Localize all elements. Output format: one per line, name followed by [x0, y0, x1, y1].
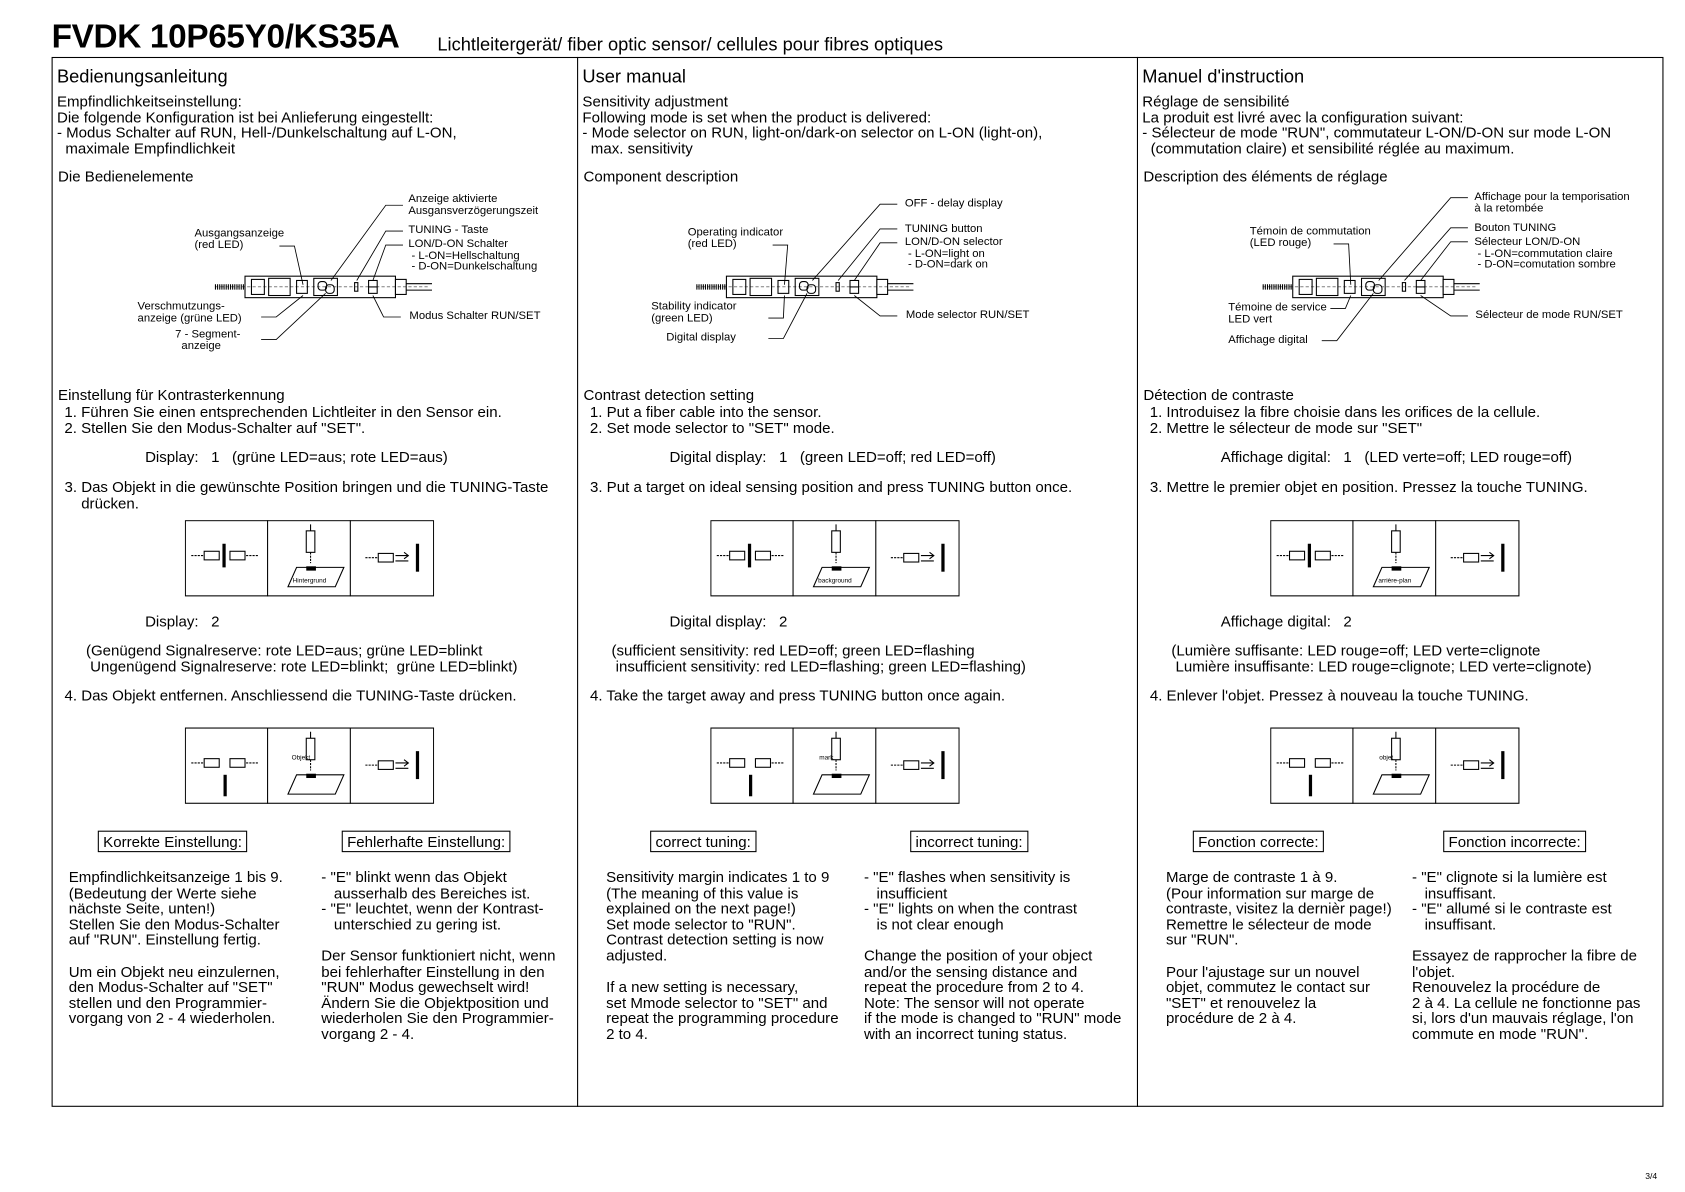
lon-don-selector-label: LON/D-ON selector - L-ON=light on - D-ON=dark on	[904, 235, 1003, 271]
display-2-text: Digital display: 2	[669, 612, 788, 630]
leader-line	[812, 204, 897, 280]
mode-selector-label: Modus Schalter RUN/SET	[409, 309, 541, 323]
mode-selector-label: Sélecteur de mode RUN/SET	[1475, 308, 1623, 322]
leader-line	[768, 293, 807, 338]
contrast-title: Contrast detection setting	[583, 385, 755, 403]
leader-line	[838, 229, 897, 281]
plate-icon	[1308, 544, 1311, 568]
lon-don-selector-label: LON/D-ON Schalter - L-ON=Hellschaltung - D-ON=Dunkelschaltung	[408, 237, 538, 273]
figure-label: Objekt	[291, 754, 311, 762]
figure-label: mark	[819, 754, 834, 762]
tuning-button-label: TUNING - Taste	[408, 223, 489, 237]
manual-heading: User manual	[582, 66, 686, 88]
steps-1-2: 1. Führen Sie einen entsprechenden Lichtleiter in den Sensor ein. 2. Stellen Sie den Modus-Schalter auf "SET".	[64, 402, 502, 436]
tuning-button-label: Bouton TUNING	[1474, 221, 1557, 235]
page-number: 3/4	[1645, 1171, 1658, 1181]
plate-icon	[1501, 751, 1504, 779]
column-german	[52, 57, 577, 1107]
leader-line	[854, 296, 897, 316]
reserve-text: (Genügend Signalreserve: rote LED=aus; grüne LED=blinkt Ungenügend Signalreserve: rote LED=blinkt; grüne LED=blinkt)	[85, 641, 518, 675]
plate-icon	[941, 544, 944, 572]
correct-setting-text: Marge de contraste 1 à 9. (Pour information sur marge de contraste, visitez la dernièr page!) Remettre le sélecteur de mode sur "RUN". Pour l'ajustage sur un nouvel objet, commutez le contact sur "SET" et renouvelez la procédure de 2 à 4.	[1165, 868, 1392, 1027]
manual-heading: Bedienungsanleitung	[56, 66, 228, 88]
component-title: Description des éléments de réglage	[1143, 167, 1388, 185]
leader-line	[768, 296, 784, 319]
display-1-text: Digital display: 1 (green LED=off; red LED=off)	[669, 448, 996, 466]
correct-setting-label: Korrekte Einstellung:	[98, 831, 248, 852]
plate-icon	[222, 544, 225, 568]
correct-setting-label: correct tuning:	[650, 831, 756, 852]
sensitivity-text: Empfindlichkeitseinstellung: Die folgende Konfiguration ist bei Anlieferung eingestellt: - Modus Schalter auf RUN, Hell-/Dunkelschaltung auf L-ON, maximale Empfindlichkeit	[56, 92, 457, 157]
component-title: Component description	[583, 167, 739, 185]
plate-icon	[748, 544, 751, 568]
sensor-icon	[215, 276, 432, 297]
plate-icon	[1501, 544, 1504, 572]
lon-don-selector-label: Sélecteur LON/D-ON - L-ON=commutation claire - D-ON=comutation sombre	[1474, 235, 1616, 271]
incorrect-setting-label: Fehlerhafte Einstellung:	[342, 831, 511, 852]
plate-icon	[416, 751, 419, 779]
leader-line	[357, 231, 403, 280]
column-french	[1137, 57, 1664, 1107]
teach-background-figure	[185, 520, 434, 597]
leader-line	[1322, 293, 1374, 340]
product-title: FVDK 10P65Y0/KS35A	[51, 17, 400, 55]
figure-label: background	[818, 577, 852, 585]
figure-label: objet	[1379, 754, 1394, 762]
steps-1-2: 1. Introduisez la fibre choisie dans les orifices de la cellule. 2. Mettre le sélecteur de mode sur "SET"	[1149, 402, 1541, 436]
stability-indicator-label: Témoine de service LED vert	[1228, 300, 1327, 326]
correct-setting-text: Sensitivity margin indicates 1 to 9 (The meaning of this value is explained on the next page!) Set mode selector to "RUN". Contrast detection setting is now adjusted. If a new setting is necessary, set Mmode selector to "SET" and repeat the programming procedure 2 to 4.	[606, 868, 839, 1043]
contrast-title: Détection de contraste	[1143, 385, 1294, 403]
leader-line	[1405, 228, 1468, 281]
plate-icon	[224, 775, 227, 796]
step-4-text: 4. Enlever l'objet. Pressez à nouveau la touche TUNING.	[1149, 686, 1529, 704]
leader-line	[373, 245, 403, 280]
leader-line	[261, 296, 303, 317]
sensitivity-text: Sensitivity adjustment Following mode is set when the product is delivered: - Mode selector on RUN, light-on/dark-on selector on L-ON (light-on), max. sensitivity	[582, 92, 1043, 157]
step-3-text: 3. Put a target on ideal sensing position and press TUNING button once.	[589, 478, 1073, 496]
leader-line	[1379, 198, 1468, 281]
column-english	[577, 57, 1137, 1107]
teach-object-figure	[1270, 728, 1519, 805]
figure-label: Hintergrund	[292, 577, 327, 585]
leader-line	[331, 205, 403, 280]
step-3-text: 3. Mettre le premier objet en position. Pressez la touche TUNING.	[1149, 478, 1588, 496]
display-1-text: Affichage digital: 1 (LED verte=off; LED rouge=off)	[1220, 448, 1573, 466]
output-indicator-label: Ausgangsanzeige (red LED)	[194, 226, 285, 251]
reserve-text: (sufficient sensitivity: red LED=off; green LED=flashing insufficient sensitivity: red LED=flashing; green LED=flashing)	[611, 641, 1026, 675]
leader-line	[373, 296, 401, 317]
correct-setting-label: Fonction correcte:	[1193, 831, 1324, 852]
incorrect-setting-text: - "E" clignote si la lumière est insuffisant. - "E" allumé si le contraste est insuffisant. Essayez de rapprocher la fibre de l'objet. Renouvelez la procédure de 2 à 4. La cellule ne fonctionne pas si, lors d'un mauvais réglage, l'on commute en mode "RUN".	[1412, 868, 1641, 1043]
display-2-text: Display: 2	[145, 612, 220, 630]
incorrect-setting-label: incorrect tuning:	[910, 831, 1028, 852]
step-4-text: 4. Das Objekt entfernen. Anschliessend die TUNING-Taste drücken.	[64, 686, 517, 704]
digital-display-label: Affichage digital	[1228, 333, 1308, 347]
leader-line	[261, 293, 325, 339]
leader-line	[854, 243, 897, 281]
figure-label: arrière-plan	[1378, 577, 1412, 585]
sensor-diagram	[577, 188, 1137, 360]
sensor-icon	[696, 276, 913, 297]
plate-icon	[416, 544, 419, 572]
leader-line	[1421, 296, 1468, 316]
plate-icon	[941, 751, 944, 779]
stability-indicator-label: Verschmutzungs- anzeige (grüne LED)	[137, 299, 242, 324]
teach-object-figure	[185, 728, 434, 805]
sensitivity-text: Réglage de sensibilité La produit est livré avec la configuration suivant: - Sélecteur de mode "RUN", commutateur L-ON/D-ON sur mode L-ON (commutation claire) et sensibilité réglée au maximum.	[1142, 92, 1612, 157]
correct-setting-text: Empfindlichkeitsanzeige 1 bis 9. (Bedeutung der Werte siehe nächste Seite, unten!) Stellen Sie den Modus-Schalter auf "RUN". Einstellung fertig. Um ein Objekt neu einzulernen, den Modus-Schalter auf "SET" stellen und den Programmier- vorgang von 2 - 4 wiederholen.	[68, 868, 283, 1027]
digital-display-label: Digital display	[666, 330, 736, 344]
output-indicator-label: Témoin de commutation (LED rouge)	[1249, 224, 1371, 249]
tuning-button-label: TUNING button	[904, 222, 983, 236]
digital-display-label: 7 - Segment- anzeige	[175, 327, 241, 352]
steps-1-2: 1. Put a fiber cable into the sensor. 2. Set mode selector to "SET" mode.	[589, 402, 835, 436]
incorrect-setting-text: - "E" blinkt wenn das Objekt ausserhalb des Bereiches ist. - "E" leuchtet, wenn der Kontrast- unterschied zu gering ist. Der Sensor funktioniert nicht, wenn bei fehlerhafter Einstellung in den "RUN" Modus gewechselt wird! Ändern Sie die Objektposition und wiederholen Sie den Programmier- vorgang 2 - 4.	[321, 868, 556, 1043]
display-2-text: Affichage digital: 2	[1220, 612, 1352, 630]
teach-background-figure	[710, 520, 959, 597]
display-1-text: Display: 1 (grüne LED=aus; rote LED=aus)	[145, 448, 448, 466]
contrast-title: Einstellung für Kontrasterkennung	[58, 385, 285, 403]
plate-icon	[1309, 775, 1312, 796]
off-delay-display-label: Affichage pour la temporisation à la retombée	[1474, 190, 1630, 215]
output-indicator-label: Operating indicator (red LED)	[687, 225, 784, 250]
incorrect-setting-label: Fonction incorrecte:	[1443, 831, 1586, 852]
teach-background-figure	[1270, 520, 1519, 597]
plate-icon	[749, 775, 752, 796]
leader-line	[1421, 242, 1468, 281]
off-delay-display-label: OFF - delay display	[904, 196, 1003, 210]
incorrect-setting-text: - "E" flashes when sensitivity is insufficient - "E" lights on when the contrast is not clear enough Change the position of your object and/or the sensing distance and repeat the procedure from 2 to 4. Note: The sensor will not operate if the mode is changed to "RUN" mode with an incorrect tuning status.	[863, 868, 1122, 1043]
manual-heading: Manuel d'instruction	[1142, 66, 1305, 88]
step-4-text: 4. Take the target away and press TUNING button once again.	[589, 686, 1006, 704]
teach-object-figure	[710, 728, 959, 805]
stability-indicator-label: Stability indicator (green LED)	[651, 299, 737, 324]
product-subtitle: Lichtleitergerät/ fiber optic sensor/ cellules pour fibres optiques	[437, 34, 944, 55]
step-3-text: 3. Das Objekt in die gewünschte Position bringen und die TUNING-Taste drücken.	[64, 478, 549, 512]
component-title: Die Bedienelemente	[58, 167, 194, 185]
mode-selector-label: Mode selector RUN/SET	[905, 308, 1030, 322]
off-delay-display-label: Anzeige aktivierte Ausgansverzögerungszeit	[408, 192, 539, 217]
sensor-icon	[1263, 276, 1480, 297]
reserve-text: (Lumière suffisante: LED rouge=off; LED verte=clignote Lumière insuffisante: LED rouge=clignote; LED verte=clignote)	[1171, 641, 1592, 675]
